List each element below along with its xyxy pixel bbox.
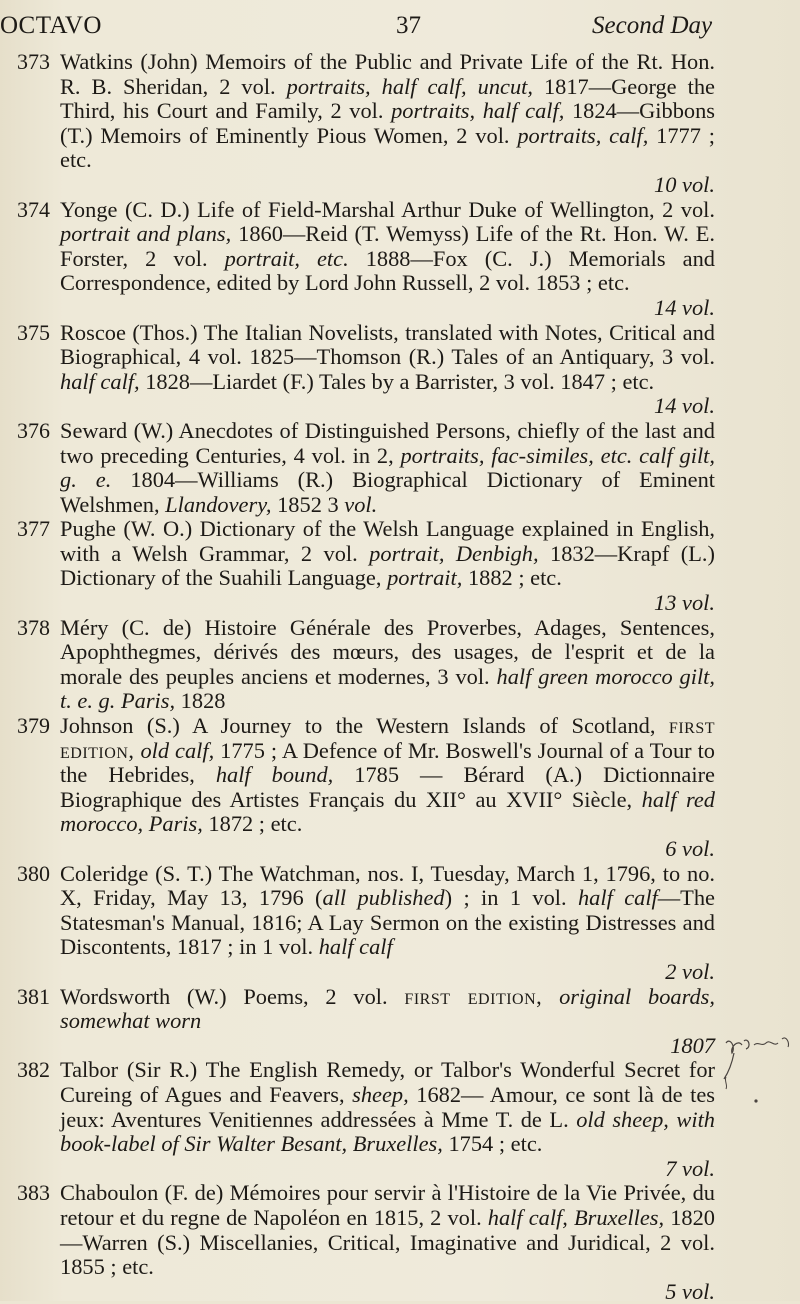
description-text: 1754 ; etc. (442, 1131, 543, 1157)
binding-description: half calf (318, 934, 393, 960)
binding-description: half calf, Bruxelles, (487, 1204, 665, 1230)
binding-description: half calf, (60, 368, 140, 394)
lot-number: 375 (17, 319, 50, 345)
header-sale-day: Second Day (592, 12, 713, 39)
binding-description: old sheep, with book-label of Sir Walter Besant, Bruxelles, (60, 1106, 715, 1157)
binding-description: half bound, (215, 762, 334, 788)
lot-number: 382 (17, 1057, 50, 1083)
volume-count: 10 vol. (654, 171, 715, 197)
page-header (0, 6, 800, 46)
binding-description: half red morocco, Paris, (60, 786, 715, 837)
lot-description (60, 714, 715, 862)
binding-description: vol. (344, 491, 378, 517)
edition-note: first edition, (60, 713, 715, 763)
volume-count: 14 vol. (654, 393, 715, 419)
description-text: Chaboulon (F. de) Mémoires pour servir à l'Histoire de la Vie Privée, du retour et du regne de Napoléon en 1815, 2 vol. (60, 1180, 715, 1230)
volume-count: 13 vol. (654, 590, 715, 616)
lot-description (60, 616, 715, 714)
binding-description: Llandovery, (165, 491, 272, 517)
description-text: 1852 3 (271, 491, 345, 517)
lot-description (60, 1181, 715, 1304)
description-text: 1872 ; etc. (202, 811, 303, 837)
description-text: 1785 — Bérard (A.) Dictionnaire Biographique des Artistes Français du XII° au XVII° Siècle, (60, 762, 715, 812)
lot-number: 373 (17, 49, 50, 74)
description-text: 1888—Fox (C. J.) Memorials and Correspondence, edited by Lord John Russell, 2 vol. 1853 ; etc. (60, 245, 715, 296)
binding-description: portrait, etc. (224, 245, 349, 271)
description-text: 1832—Krapf (L.) Dictionary of the Suahili Language, (60, 540, 715, 591)
edition-note: first edition, (404, 983, 543, 1009)
volume-count: 14 vol. (654, 294, 715, 320)
description-text: 1820—Warren (S.) Miscellanies, Critical, Imaginative and Juridical, 2 vol. 1855 ; etc. (60, 1204, 715, 1280)
lot-entry (0, 50, 800, 198)
lot-description (60, 517, 715, 615)
description-text: Wordsworth (W.) Poems, 2 vol. (60, 983, 405, 1009)
lot-description (60, 1058, 715, 1181)
binding-description: all published (322, 885, 445, 911)
description-text: 1804—Williams (R.) Biographical Dictionary of Eminent Welshmen, (60, 467, 715, 517)
binding-description: half calf (577, 885, 658, 911)
binding-description: original boards, somewhat worn (60, 983, 715, 1034)
lot-description (60, 862, 715, 985)
lot-entry (0, 714, 800, 862)
description-text: 1817—George the Third, his Court and Family, 2 vol. (60, 73, 715, 124)
description-text: Johnson (S.) A Journey to the Western Islands of Scotland, (60, 713, 669, 739)
lot-number: 379 (17, 713, 50, 739)
description-text: 1860—Reid (T. Wemyss) Life of the Rt. Hon. W. E. Forster, 2 vol. (60, 221, 715, 271)
volume-count: 7 vol. (665, 1155, 715, 1181)
handwritten-margin-note (722, 1033, 794, 1123)
binding-description: old calf, (140, 737, 215, 763)
lot-entry (0, 419, 800, 517)
description-text: 1828 (175, 688, 226, 714)
volume-count: 1807 (670, 1032, 715, 1058)
lot-number: 378 (17, 614, 50, 640)
page-number: 37 (396, 12, 421, 39)
lot-description (60, 985, 715, 1059)
binding-description: Paris, (120, 688, 176, 714)
description-text: Coleridge (S. T.) The Watchman, nos. I, Tuesday, March 1, 1796, to no. X, Friday, May 13, 1796 ( (60, 860, 715, 911)
lot-entry (0, 862, 800, 985)
description-text: Roscoe (Thos.) The Italian Novelists, translated with Notes, Critical and Biographical, 4 vol. 1825—Thomson (R.) Tales of an Antiquary, 3 vol. (60, 319, 715, 370)
lot-entry (0, 517, 800, 615)
description-text: Seward (W.) Anecdotes of Distinguished Persons, chiefly of the last and two preceding Centuries, 4 vol. in 2, (60, 417, 715, 468)
description-text: ) ; in 1 vol. (444, 885, 578, 911)
binding-description: portrait, Denbigh, (369, 540, 539, 566)
description-text: 1777 ; etc. (60, 122, 715, 173)
description-text (542, 984, 559, 1009)
description-text: Pughe (W. O.) Dictionary of the Welsh Language explained in English, with a Welsh Grammar, 2 vol. (60, 516, 715, 566)
binding-description: portraits, calf, (517, 122, 649, 148)
volume-count: 5 vol. (665, 1278, 715, 1304)
description-text: 1882 ; etc. (462, 565, 562, 591)
lot-description (60, 198, 715, 321)
lot-number: 383 (17, 1180, 50, 1206)
volume-count: 6 vol. (665, 836, 715, 861)
volume-count: 2 vol. (665, 958, 715, 984)
lot-number: 374 (17, 196, 50, 222)
lot-number: 377 (17, 516, 50, 542)
description-text: 1828—Liardet (F.) Tales by a Barrister, 3 vol. 1847 ; etc. (139, 368, 655, 394)
lot-description (60, 321, 715, 419)
lot-description (60, 50, 715, 198)
description-text: 1824—Gibbons (T.) Memoirs of Eminently Pious Women, 2 vol. (60, 98, 716, 148)
header-format: OCTAVO (0, 12, 102, 39)
description-text: 1682— Amour, ce sont là de tes jeux: Aventures Venitiennes addressées à Mme T. de L. (60, 1081, 716, 1132)
binding-description: portraits, fac-similes, etc. calf gilt, g. e. (60, 442, 715, 493)
lot-entry (0, 985, 800, 1059)
description-text: Talbor (Sir R.) The English Remedy, or Talbor's Wonderful Secret for Cureing of Agues and Feavers, (60, 1057, 715, 1107)
binding-description: portrait, (387, 565, 463, 591)
lot-entry (0, 321, 800, 419)
lot-entry (0, 1058, 800, 1181)
description-text: —The Statesman's Manual, 1816; A Lay Sermon on the existing Distresses and Discontents, 1817 ; in 1 vol. (60, 885, 715, 960)
binding-description: sheep, (352, 1081, 409, 1107)
lot-entry (0, 1181, 800, 1304)
lot-list (0, 50, 800, 1304)
description-text: Yonge (C. D.) Life of Field-Marshal Arthur Duke of Wellington, 2 vol. (60, 196, 715, 222)
lot-number: 380 (17, 860, 50, 886)
binding-description: portrait and plans, (60, 221, 232, 247)
binding-description: portraits, half calf, uncut, (286, 73, 533, 99)
binding-description: half green morocco gilt, t. e. g. (60, 663, 715, 714)
lot-description (60, 419, 715, 517)
lot-entry (0, 198, 800, 321)
lot-entry (0, 616, 800, 714)
description-text: 1775 ; A Defence of Mr. Boswell's Journal of a Tour to the Hebrides, (60, 737, 715, 788)
lot-number: 376 (17, 417, 50, 443)
description-text: Méry (C. de) Histoire Générale des Proverbes, Adages, Sentences, Apophthegmes, dérivés des mœurs, des usages, de l'esprit et de la morale des peuples anciens et modernes, 3 vol. (60, 614, 715, 689)
description-text: Watkins (John) Memoirs of the Public and Private Life of the Rt. Hon. R. B. Sheridan, 2 vol. (60, 49, 715, 99)
binding-description: portraits, half calf, (391, 98, 565, 124)
lot-number: 381 (17, 983, 50, 1009)
